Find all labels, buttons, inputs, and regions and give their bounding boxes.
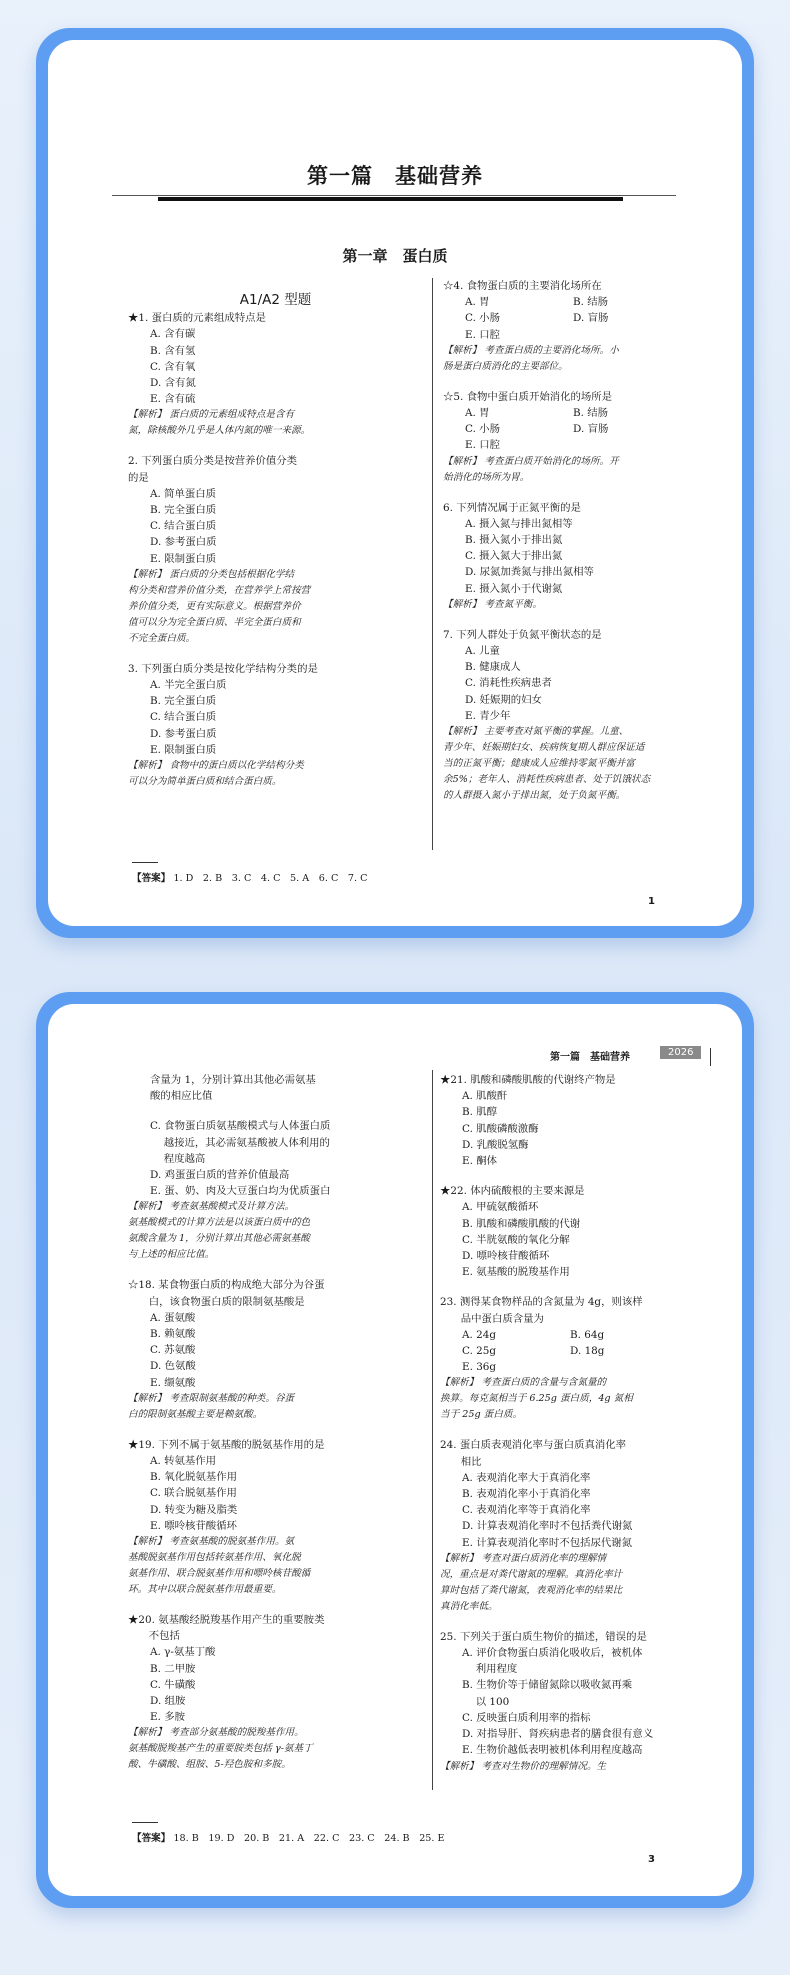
- option: D. 含有氮: [150, 377, 196, 390]
- option: A. 表观消化率大于真消化率: [462, 1471, 591, 1484]
- part-title: 第一篇 基础营养: [307, 164, 483, 188]
- option: C. 联合脱氨基作用: [150, 1487, 237, 1500]
- option: C. 结合蛋白质: [150, 520, 217, 533]
- option-row: [443, 310, 693, 326]
- explanation-line: 养价值分类，更有实际意义。根据营养价: [128, 600, 301, 612]
- option: E. 生物价越低表明被机体利用程度越高: [462, 1744, 643, 1757]
- option: E. 多胺: [150, 1711, 185, 1724]
- book-page-1: [48, 40, 742, 926]
- spacer: [128, 647, 423, 661]
- option-row: [443, 421, 693, 437]
- answer-values: 1. D 2. B 3. C 4. C 5. A 6. C 7. C: [173, 873, 368, 884]
- option: E. 口腔: [465, 328, 500, 341]
- option: D. 盲肠: [573, 312, 609, 325]
- explanation-line: 【解析】 考查对生物价的理解情况。生: [440, 1760, 607, 1772]
- option: C. 25g: [462, 1345, 497, 1358]
- title-rule-thin: [112, 195, 676, 196]
- title-rule-thick: [158, 197, 623, 201]
- question-stem: ☆4. 食物蛋白质的主要消化场所在: [443, 280, 602, 292]
- explanation-line: 与上述的相应比值。: [128, 1249, 215, 1261]
- year-badge: 2026: [660, 1046, 701, 1059]
- option: C. 含有氧: [150, 360, 196, 373]
- option-row: [440, 1327, 698, 1343]
- question-item: [443, 627, 693, 804]
- question-stem: ★21. 肌酸和磷酸肌酸的代谢终产物是: [440, 1074, 616, 1086]
- option: B. 64g: [570, 1328, 605, 1341]
- option: A. 甲硫氨酸循环: [462, 1201, 539, 1214]
- question-stem: ★1. 蛋白质的元素组成特点是: [128, 312, 266, 325]
- option: A. 胃: [465, 296, 490, 309]
- answer-rule: [132, 1822, 158, 1823]
- explanation-line: 值可以分为完全蛋白质、半完全蛋白质和: [128, 616, 301, 628]
- option: E. 限制蛋白质: [150, 743, 217, 756]
- option: E. 计算表观消化率时不包括尿代谢氮: [462, 1536, 633, 1549]
- spacer: [440, 1280, 698, 1294]
- option-row: [440, 1343, 698, 1359]
- option: C. 摄入氮大于排出氮: [465, 550, 563, 563]
- explanation-line: 青少年、妊娠期妇女、疾病恢复期人群应保证适: [443, 742, 645, 754]
- option: A. 摄入氮与排出氮相等: [465, 517, 573, 530]
- option: B. 摄入氮小于排出氮: [465, 534, 563, 547]
- explanation-line: 酸、牛磺酸、组胺、5-羟色胺和多胺。: [128, 1759, 291, 1771]
- option: D. 参考蛋白质: [150, 727, 217, 740]
- answer-key: [132, 1830, 445, 1844]
- question-item: [443, 389, 693, 500]
- option: C. 肌酸磷酸激酶: [462, 1122, 539, 1135]
- question-item: [128, 1118, 423, 1277]
- column-divider: [432, 1070, 433, 1790]
- explanation-line: 【解析】 主要考查对氮平衡的掌握。儿童、: [443, 726, 629, 738]
- option: D. 组胺: [150, 1695, 186, 1708]
- explanation-line: 【解析】 考查对蛋白质消化率的理解情: [440, 1552, 607, 1564]
- spacer: [443, 613, 693, 627]
- option: C. 消耗性疾病患者: [465, 677, 552, 690]
- question-stem: 含量为 1，分别计算出其他必需氨基: [150, 1074, 316, 1086]
- option: D. 18g: [570, 1345, 605, 1358]
- header-tick: [710, 1048, 711, 1066]
- question-stem: ☆18. 某食物蛋白质的构成绝大部分为谷蛋: [128, 1279, 325, 1292]
- spacer: [443, 486, 693, 500]
- option: D. 色氨酸: [150, 1360, 196, 1373]
- option: D. 参考蛋白质: [150, 536, 217, 549]
- question-stem: 3. 下列蛋白质分类是按化学结构分类的是: [128, 662, 318, 675]
- explanation-line: 【解析】 考查蛋白质的主要消化场所。小: [443, 344, 619, 356]
- explanation-line: 【解析】 蛋白质的分类包括根据化学结: [128, 568, 295, 580]
- question-stem: 白，该食物蛋白质的限制氨基酸是: [128, 1295, 305, 1308]
- option: E. 摄入氮小于代谢氮: [465, 582, 563, 595]
- option: A. 肌酸酐: [462, 1090, 508, 1103]
- option: C. 表观消化率等于真消化率: [462, 1504, 591, 1517]
- option: D. 尿氮加粪氮与排出氮相等: [465, 566, 594, 579]
- question-stem: ☆5. 食物中蛋白质开始消化的场所是: [443, 390, 613, 403]
- left-column: [128, 292, 423, 790]
- left-column: [128, 1072, 423, 1773]
- question-stem: ★19. 下列不属于氨基酸的脱氨基作用的是: [128, 1438, 325, 1451]
- option: C. 食物蛋白质氨基酸模式与人体蛋白质: [150, 1120, 331, 1133]
- question-stem: 品中蛋白质含量为: [440, 1312, 544, 1325]
- option: D. 对指导肝、肾疾病患者的膳食很有意义: [462, 1728, 654, 1741]
- question-item: [128, 1072, 423, 1118]
- option: B. 生物价等于储留氮除以吸收氮再乘: [462, 1679, 633, 1692]
- option-row: [443, 294, 693, 310]
- question-item: [440, 1072, 698, 1183]
- explanation-line: 【解析】 考查氮平衡。: [443, 598, 542, 610]
- question-item: [128, 661, 423, 790]
- question-item: [440, 1629, 698, 1775]
- answer-values: 18. B 19. D 20. B 21. A 22. C 23. C 24. B 25. E: [173, 1833, 445, 1844]
- option: E. 蛋、奶、肉及大豆蛋白均为优质蛋白: [150, 1185, 331, 1198]
- option: C. 半胱氨酸的氧化分解: [462, 1233, 570, 1246]
- spacer: [440, 1423, 698, 1437]
- explanation-line: 的人群摄入氮小于排出氮，处于负氮平衡。: [443, 790, 626, 802]
- option: A. 含有碳: [150, 328, 196, 341]
- right-column: [440, 1072, 698, 1775]
- option: A. 蛋氨酸: [150, 1311, 196, 1324]
- option: D. 乳酸脱氢酶: [462, 1138, 529, 1151]
- question-stem: ★20. 氨基酸经脱羧基作用产生的重要胺类: [128, 1614, 325, 1627]
- option: A. 简单蛋白质: [150, 487, 217, 500]
- option: C. 牛磺酸: [150, 1678, 196, 1691]
- question-stem: 6. 下列情况属于正氮平衡的是: [443, 501, 581, 514]
- option: D. 嘌呤核苷酸循环: [462, 1250, 550, 1263]
- spacer: [440, 1615, 698, 1629]
- explanation-line: 【解析】 考查限制氨基酸的种类。谷蛋: [128, 1392, 295, 1404]
- explanation-line: 构分类和营养价值分类，在营养学上常按营: [128, 584, 311, 596]
- option: A. 评价食物蛋白质消化吸收后，被机体: [462, 1647, 643, 1660]
- page-card-1: [36, 28, 754, 938]
- option: C. 苏氨酸: [150, 1344, 196, 1357]
- option: E. 青少年: [465, 709, 511, 722]
- option: E. 限制蛋白质: [150, 552, 217, 565]
- explanation-line: 可以分为简单蛋白质和结合蛋白质。: [128, 776, 282, 788]
- option: B. 肌酸和磷酸肌酸的代谢: [462, 1217, 581, 1230]
- explanation-line: 【解析】 食物中的蛋白质以化学结构分类: [128, 760, 304, 772]
- question-stem: 24. 蛋白质表观消化率与蛋白质真消化率: [440, 1439, 627, 1452]
- option: D. 计算表观消化率时不包括粪代谢氮: [462, 1520, 633, 1533]
- answer-label: 【答案】: [132, 1833, 171, 1844]
- question-item: [440, 1294, 698, 1437]
- option: B. 赖氨酸: [150, 1328, 196, 1341]
- spacer: [128, 1423, 423, 1437]
- running-header: 第一篇 基础营养: [550, 1052, 630, 1063]
- option: B. 二甲胺: [150, 1662, 196, 1675]
- question-item: [128, 1437, 423, 1612]
- chapter-title: 第一章 蛋白质: [342, 247, 448, 265]
- question-stem: 23. 测得某食物样品的含氮量为 4g，则该样: [440, 1296, 643, 1309]
- option: 越接近，其必需氨基酸被人体利用的: [150, 1136, 330, 1149]
- explanation-line: 【解析】 考查蛋白质的含量与含氮量的: [440, 1377, 607, 1389]
- option: 程度越高: [150, 1152, 206, 1165]
- option: D. 转变为糖及脂类: [150, 1503, 238, 1516]
- spacer: [440, 1169, 698, 1183]
- question-stem: 2. 下列蛋白质分类是按营养价值分类: [128, 455, 298, 468]
- section-heading: A1/A2 型题: [239, 292, 312, 308]
- answer-key: [132, 870, 367, 884]
- question-stem: 7. 下列人群处于负氮平衡状态的是: [443, 628, 602, 641]
- option: D. 盲肠: [573, 423, 609, 436]
- explanation-line: 当的正氮平衡；健康成人应维持零氮平衡并富: [443, 758, 635, 770]
- option: A. 儿童: [465, 645, 500, 658]
- option: A. γ-氨基丁酸: [150, 1646, 216, 1659]
- option-row: [443, 405, 693, 421]
- option: B. 健康成人: [465, 661, 521, 674]
- page-number: 1: [648, 896, 655, 907]
- option: B. 结肠: [573, 407, 609, 420]
- option: E. 氨基酸的脱羧基作用: [462, 1266, 570, 1279]
- question-item: [443, 278, 693, 389]
- answer-label: 【答案】: [132, 873, 171, 884]
- option: E. 酮体: [462, 1155, 497, 1168]
- explanation-line: 【解析】 考查部分氨基酸的脱羧基作用。: [128, 1727, 304, 1739]
- question-stem: 25. 下列关于蛋白质生物价的描述，错误的是: [440, 1630, 647, 1643]
- question-item: [128, 310, 423, 453]
- explanation-line: 真消化率低。: [440, 1600, 498, 1612]
- option: E. 嘌呤核苷酸循环: [150, 1519, 237, 1532]
- explanation-line: 余5%；老年人、消耗性疾病患者、处于饥饿状态: [443, 774, 651, 786]
- question-stem: 不包括: [128, 1630, 180, 1643]
- option: C. 小肠: [465, 423, 500, 436]
- right-column: [443, 278, 693, 804]
- option: C. 反映蛋白质利用率的指标: [462, 1711, 591, 1724]
- question-item: [443, 500, 693, 627]
- explanation-line: 算时包括了粪代谢氮，表观消化率的结果比: [440, 1584, 623, 1596]
- spacer: [128, 1104, 423, 1118]
- question-stem: 的是: [128, 471, 149, 484]
- option: B. 含有氢: [150, 344, 196, 357]
- explanation-line: 环。其中以联合脱氨基作用最重要。: [128, 1584, 282, 1596]
- option: 以 100: [462, 1695, 510, 1708]
- explanation-line: 当于 25g 蛋白质。: [440, 1409, 523, 1421]
- explanation-line: 【解析】 考查蛋白质开始消化的场所。开: [443, 455, 619, 467]
- question-stem: 酸的相应比值: [150, 1090, 213, 1103]
- explanation-line: 不完全蛋白质。: [128, 632, 196, 644]
- option: 利用程度: [462, 1663, 518, 1676]
- option: E. 36g: [462, 1361, 497, 1374]
- explanation-line: 【解析】 考查氨基酸的脱氨基作用。氨: [128, 1536, 295, 1548]
- option: A. 胃: [465, 407, 490, 420]
- spacer: [128, 1263, 423, 1277]
- option: B. 肌醇: [462, 1106, 498, 1119]
- explanation-line: 【解析】 考查氨基酸模式及计算方法。: [128, 1201, 295, 1213]
- explanation-line: 氨基酸脱羧基产生的重要胺类包括 γ-氨基丁: [128, 1743, 313, 1755]
- answer-rule: [132, 862, 158, 863]
- option: B. 完全蛋白质: [150, 504, 217, 517]
- explanation-line: 【解析】 蛋白质的元素组成特点是含有: [128, 409, 295, 421]
- option: C. 结合蛋白质: [150, 711, 217, 724]
- option: B. 氧化脱氨基作用: [150, 1471, 237, 1484]
- option: D. 鸡蛋蛋白质的营养价值最高: [150, 1169, 290, 1182]
- explanation-line: 氮，除核酸外几乎是人体内氮的唯一来源。: [128, 425, 311, 437]
- spacer: [128, 439, 423, 453]
- option: A. 24g: [462, 1328, 496, 1341]
- explanation-line: 氨酸含量为 1，分别计算出其他必需氨基酸: [128, 1233, 310, 1245]
- option: D. 妊娠期的妇女: [465, 693, 542, 706]
- page-card-2: [36, 992, 754, 1908]
- explanation-line: 换算。每克氮相当于 6.25g 蛋白质，4g 氮相: [440, 1393, 633, 1405]
- question-item: [128, 1277, 423, 1436]
- question-stem: ★22. 体内硫酸根的主要来源是: [440, 1185, 585, 1198]
- option: E. 口腔: [465, 439, 500, 452]
- explanation-line: 氨基作用、联合脱氨基作用和嘌呤核苷酸循: [128, 1568, 311, 1580]
- option: A. 半完全蛋白质: [150, 679, 227, 692]
- option: A. 转氨基作用: [150, 1455, 217, 1468]
- option: E. 缬氨酸: [150, 1376, 196, 1389]
- question-item: [128, 1612, 423, 1773]
- spacer: [128, 1598, 423, 1612]
- explanation-line: 始消化的场所为胃。: [443, 471, 530, 483]
- option: C. 小肠: [465, 312, 500, 325]
- option: B. 表观消化率小于真消化率: [462, 1488, 591, 1501]
- option: B. 完全蛋白质: [150, 695, 217, 708]
- explanation-line: 基酸脱氨基作用包括转氨基作用、氧化脱: [128, 1552, 301, 1564]
- page-number: 3: [648, 1854, 655, 1865]
- question-stem: 相比: [440, 1455, 482, 1468]
- column-divider: [432, 278, 433, 850]
- explanation-line: 氨基酸模式的计算方法是以该蛋白质中的色: [128, 1217, 311, 1229]
- explanation-line: 肠是蛋白质消化的主要部位。: [443, 360, 568, 372]
- question-item: [440, 1183, 698, 1294]
- book-page-2: [48, 1004, 742, 1896]
- question-item: [440, 1437, 698, 1628]
- option: B. 结肠: [573, 296, 609, 309]
- explanation-line: 况，重点是对粪代谢氮的理解。真消化率计: [440, 1568, 623, 1580]
- explanation-line: 白的限制氨基酸主要是赖氨酸。: [128, 1408, 263, 1420]
- option: E. 含有硫: [150, 393, 196, 406]
- spacer: [443, 375, 693, 389]
- question-item: [128, 453, 423, 660]
